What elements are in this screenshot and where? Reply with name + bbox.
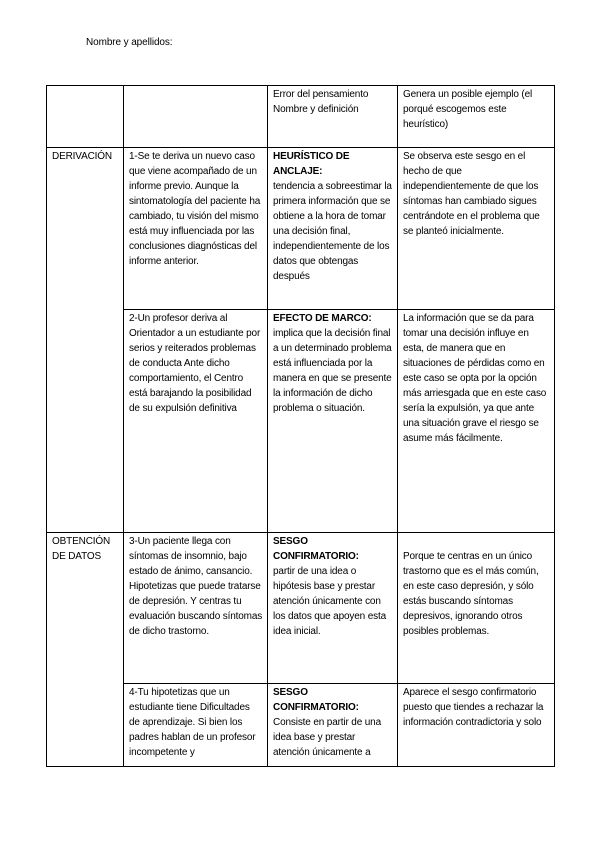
error-definition: partir de una idea o hipótesis base y prestar atención únicamente con los datos que apoyen esta idea inicial. <box>273 566 387 637</box>
case-cell <box>124 684 268 767</box>
case-text: 4-Tu hipotetizas que un estudiante tiene Dificultades de aprendizaje. Si bien los padres hablan de un profesor incompetente y <box>129 687 256 758</box>
name-label: Nombre y apellidos: <box>86 37 173 48</box>
table-row <box>47 148 555 310</box>
case-cell: 2-Un profesor deriva al Orientador a un estudiante por serios y reiterados problemas de conducta Ante dicho comportamiento, el Centro está barajando la posibilidad de su expulsión definitiva <box>124 310 268 533</box>
header-cell-case <box>124 86 268 148</box>
section-label-obtencion-datos: OBTENCIÓN DE DATOS <box>47 533 124 767</box>
error-definition: implica que la decisión final a un determinado problema está influenciada por la manera en que se presente la información de dicho problema o situación. <box>273 328 392 414</box>
example-text: Aparece el sesgo confirmatorio puesto que tiendes a rechazar la información contradictoria y solo <box>403 687 544 728</box>
error-name: EFECTO DE MARCO: <box>273 313 372 324</box>
header-cell-error: Error del pensamiento Nombre y definición <box>268 86 398 148</box>
error-name: SESGO CONFIRMATORIO: <box>273 687 359 713</box>
header-cell-example: Genera un posible ejemplo (el porqué escogemos este heurístico) <box>398 86 555 148</box>
table-row <box>47 684 555 767</box>
error-cell <box>268 533 398 684</box>
error-cell <box>268 148 398 310</box>
example-cell: Se observa este sesgo en el hecho de que independientemente de que los síntomas han cambiado sigues centrándote en el problema que se planteó inicialmente. <box>398 148 555 310</box>
case-cell: 3-Un paciente llega con síntomas de insomnio, bajo estado de ánimo, cansancio. Hipotetizas que puede tratarse de depresión. Y centras tu evaluación buscando síntomas de dicho trastorno. <box>124 533 268 684</box>
error-name: HEURÍSTICO DE ANCLAJE: <box>273 151 350 177</box>
header-cell-section <box>47 86 124 148</box>
example-cell: La información que se da para tomar una decisión influye en esta, de manera que en situaciones de pérdidas como en este caso se opta por la opción más arriesgada que en este caso sería la expulsión, ya que ante una situación grave el riesgo se asume más fácilmente. <box>398 310 555 533</box>
error-content <box>273 685 393 764</box>
heuristics-table <box>46 85 555 767</box>
example-cell <box>398 533 555 684</box>
error-definition: tendencia a sobreestimar la primera información que se obtiene a la hora de tomar una decisión final, independientemente de los datos que obtengas después <box>273 181 392 282</box>
error-cell <box>268 310 398 533</box>
example-cell <box>398 684 555 767</box>
example-text: Porque te centras en un único trastorno que es el más común, en este caso depresión, y sólo estás buscando síntomas depresivos, ignorando otros posibles problemas. <box>403 551 539 637</box>
error-name: SESGO CONFIRMATORIO: <box>273 536 359 562</box>
case-cell: 1-Se te deriva un nuevo caso que viene acompañado de un informe previo. Aunque la sintomatología del paciente ha cambiado, tu visión del mismo está muy influenciada por las conclusiones diagnósticas del informe anterior. <box>124 148 268 310</box>
error-cell <box>268 684 398 767</box>
error-definition: Consiste en partir de una idea base y prestar atención únicamente a <box>273 717 381 758</box>
section-label-derivacion: DERIVACIÓN <box>47 148 124 533</box>
table-header-row <box>47 86 555 148</box>
table-row <box>47 533 555 684</box>
table-row <box>47 310 555 533</box>
